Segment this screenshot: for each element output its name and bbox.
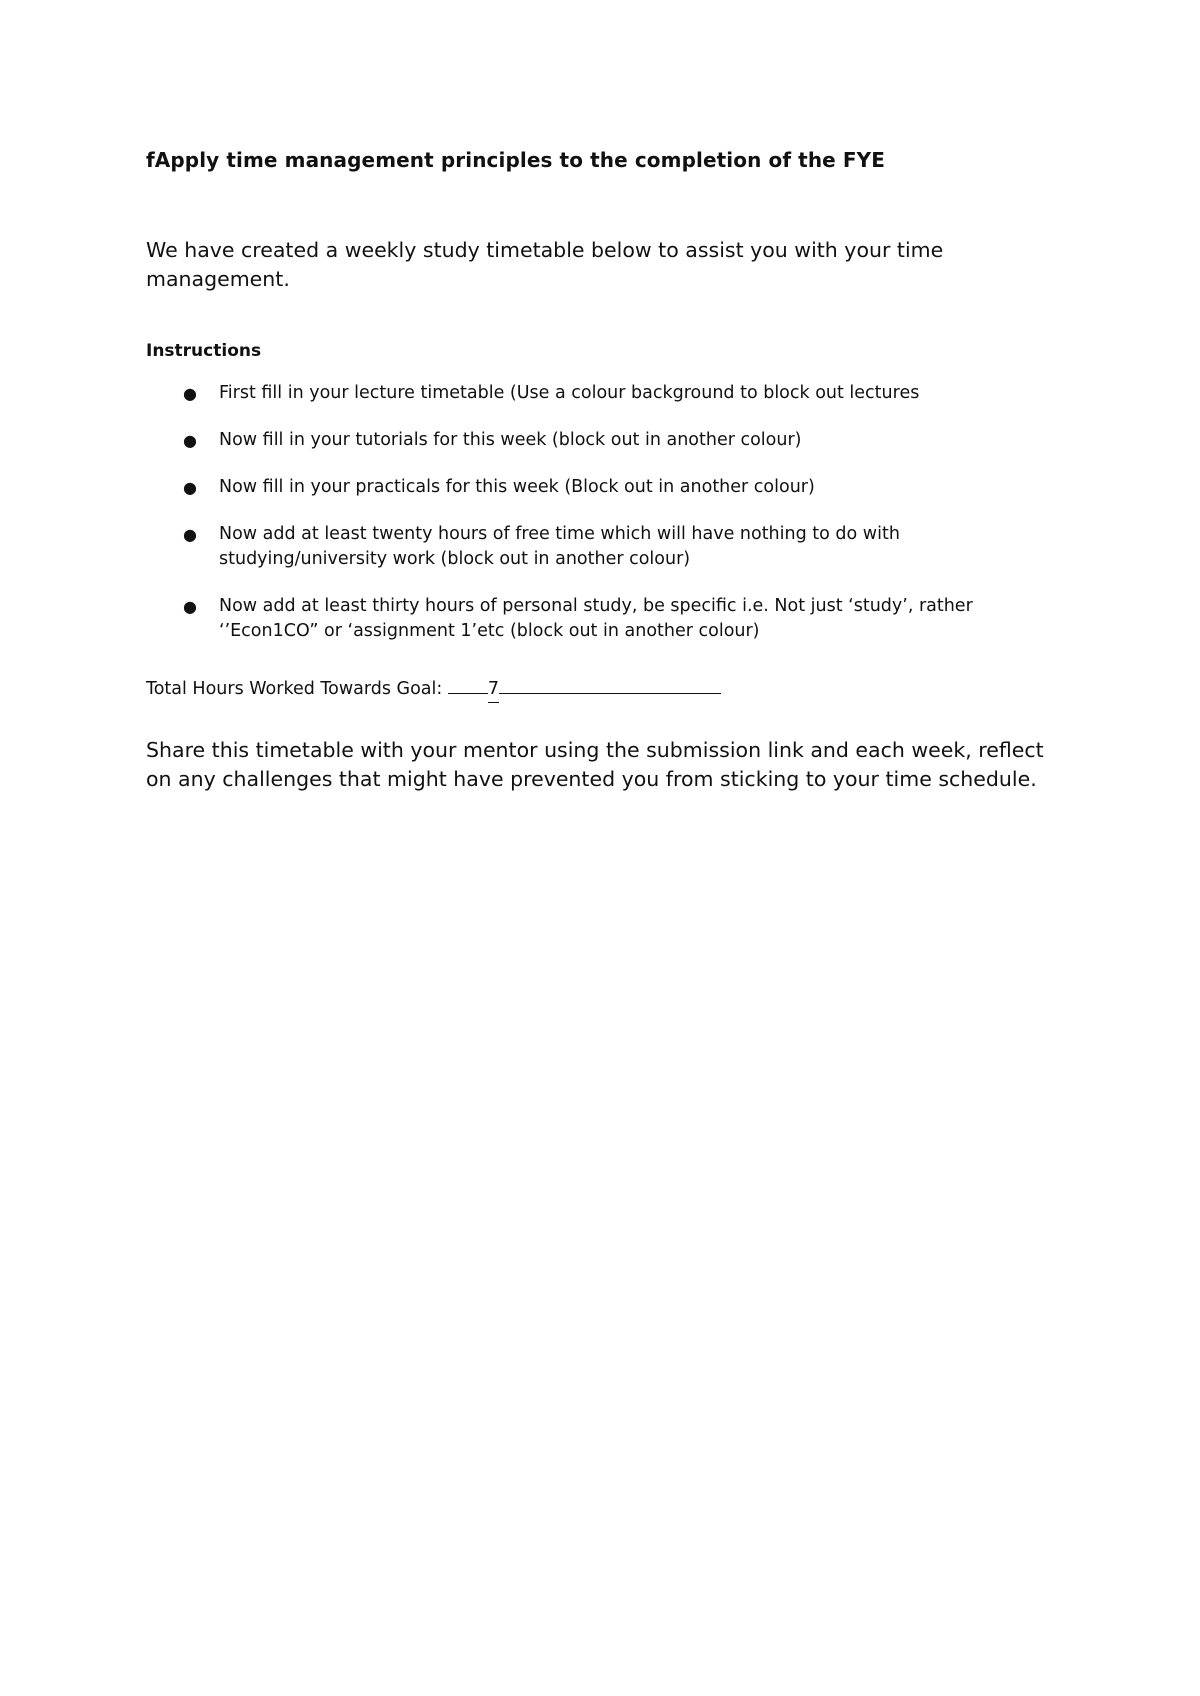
list-item-text: Now fill in your practicals for this week (Block out in another colour) [219, 477, 815, 497]
total-hours-value: 7 [488, 677, 499, 703]
list-item [146, 522, 1066, 572]
list-item [146, 428, 1066, 453]
instructions-list [146, 381, 1066, 644]
total-hours-blank-after [499, 673, 721, 694]
total-hours-label: Total Hours Worked Towards Goal: [146, 679, 443, 699]
list-item-text: Now add at least twenty hours of free time which will have nothing to do with studying/university work (block out in another colour) [219, 524, 900, 569]
list-item [146, 475, 1066, 500]
share-paragraph: Share this timetable with your mentor using the submission link and each week, reflect on any challenges that might have prevented you from sticking to your time schedule. [146, 738, 1044, 791]
list-item [146, 381, 1066, 406]
list-item [146, 594, 1066, 644]
list-item-text: Now add at least thirty hours of personal study, be specific i.e. Not just ‘study’, rather ‘’Econ1CO” or ‘assignment 1’etc (block out in another colour) [219, 596, 973, 641]
bullet-icon: ● [183, 384, 197, 403]
document-content [146, 146, 1066, 794]
list-item-text: Now fill in your tutorials for this week (block out in another colour) [219, 430, 802, 450]
document-title: fApply time management principles to the completion of the FYE [146, 148, 886, 172]
bullet-icon: ● [183, 478, 197, 497]
list-item-text: First fill in your lecture timetable (Use a colour background to block out lectures [219, 383, 920, 403]
intro-paragraph: We have created a weekly study timetable below to assist you with your time management. [146, 238, 944, 291]
bullet-icon: ● [183, 431, 197, 450]
bullet-icon: ● [183, 525, 197, 544]
total-hours-blank-before [448, 673, 488, 694]
total-hours-line [146, 673, 1066, 703]
instructions-heading: Instructions [146, 341, 262, 361]
bullet-icon: ● [183, 597, 197, 616]
